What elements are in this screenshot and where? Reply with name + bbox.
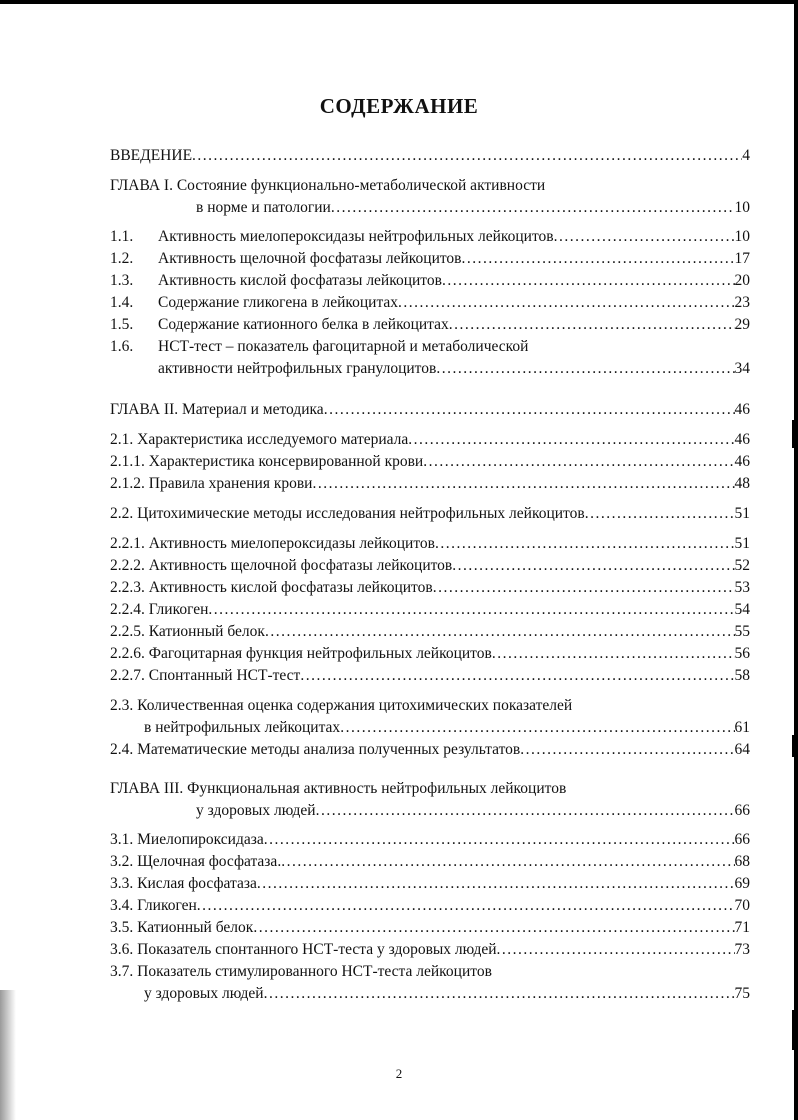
toc-entry-page: 4: [742, 147, 750, 164]
toc-entry-text: НСТ-тест – показатель фагоцитарной и метаболической: [158, 338, 529, 355]
toc-entry-page: 46: [734, 401, 750, 418]
toc-leader: [300, 665, 734, 687]
toc-entry[interactable]: [110, 314, 750, 336]
toc-leader: [324, 399, 735, 421]
toc-entry[interactable]: [110, 829, 750, 851]
toc-leader: [462, 248, 735, 270]
toc-entry-text: у здоровых людей: [196, 802, 316, 819]
toc-entry[interactable]: [110, 873, 750, 895]
toc-entry-text: 3.2. Щелочная фосфатаза.: [110, 853, 282, 870]
toc-entry-page: 64: [734, 741, 750, 758]
toc-entry-number: 1.3.: [110, 272, 134, 289]
scan-mark: [792, 735, 798, 757]
toc-entry-text: 2.1.2. Правила хранения крови: [110, 475, 313, 492]
toc-entry-page: 23: [734, 294, 750, 311]
toc-entry-text: Активность кислой фосфатазы лейкоцитов: [158, 272, 442, 289]
scan-mark: [792, 1010, 798, 1050]
toc-entry-page: 10: [734, 199, 750, 216]
toc-entry-text: в норме и патологии: [196, 199, 331, 216]
toc-entry-page: 29: [734, 316, 750, 333]
toc-entry-text: 2.2.1. Активность миелопероксидазы лейкоцитов: [110, 535, 435, 552]
toc-leader: [449, 314, 735, 336]
toc-entry[interactable]: [110, 983, 750, 1005]
toc-leader: [192, 145, 742, 167]
toc-leader: [492, 643, 735, 665]
toc-leader: [423, 451, 734, 473]
toc-entry-page: 75: [734, 985, 750, 1002]
toc-leader: [316, 800, 735, 822]
toc-entry-page: 70: [734, 897, 750, 914]
toc-entry[interactable]: [110, 503, 750, 525]
toc-entry-text: 2.2.7. Спонтанный НСТ-тест: [110, 667, 301, 684]
toc-entry-number: 1.2.: [110, 250, 134, 267]
toc-leader: [435, 533, 735, 555]
toc-entry[interactable]: [110, 939, 750, 961]
toc-leader: [257, 873, 735, 895]
toc-leader: [208, 599, 734, 621]
toc-leader: [312, 473, 734, 495]
toc-entry-text: 3.1. Миелопироксидаза: [110, 831, 264, 848]
toc-entry-number: 1.1.: [110, 228, 134, 245]
toc-entry-page: 51: [734, 505, 750, 522]
toc-entry-text: 2.2.6. Фагоцитарная функция нейтрофильных лейкоцитов: [110, 645, 492, 662]
toc-entry[interactable]: [110, 739, 750, 761]
page-title: СОДЕРЖАНИЕ: [319, 94, 479, 118]
toc-leader: [433, 577, 735, 599]
toc-leader: [408, 429, 734, 451]
toc-entry-page: 52: [734, 557, 750, 574]
toc-entry-text: 2.2.3. Активность кислой фосфатазы лейкоцитов: [110, 579, 433, 596]
toc-entry[interactable]: [110, 473, 750, 495]
toc-entry-text: 2.1.1. Характеристика консервированной крови: [110, 453, 424, 470]
toc-entry-text: 3.6. Показатель спонтанного НСТ-теста у здоровых людей: [110, 941, 497, 958]
toc-entry[interactable]: [110, 895, 750, 917]
scan-mark: [792, 420, 798, 448]
toc-entry-page: 73: [734, 941, 750, 958]
toc-entry[interactable]: [110, 851, 750, 873]
toc-entry-text: 3.4. Гликоген: [110, 897, 197, 914]
toc-entry-text: 3.5. Катионный белок: [110, 919, 254, 936]
toc-entry-text: Активность миелопероксидазы нейтрофильных лейкоцитов: [158, 228, 554, 245]
toc-leader: [331, 197, 735, 219]
toc-entry[interactable]: [110, 358, 750, 380]
toc-entry[interactable]: [110, 643, 750, 665]
toc-entry-page: 58: [734, 667, 750, 684]
toc-leader: [340, 717, 734, 739]
toc-entry[interactable]: [110, 399, 750, 421]
toc-entry-text: 2.2. Цитохимические методы исследования нейтрофильных лейкоцитов: [110, 505, 585, 522]
scan-shadow: [0, 990, 16, 1120]
scan-border-top: [0, 0, 798, 4]
toc-entry-text: Активность щелочной фосфатазы лейкоцитов: [158, 250, 462, 267]
toc-entry-number: 1.5.: [110, 316, 134, 333]
toc-leader: [264, 983, 735, 1005]
toc-entry-text: ГЛАВА II. Материал и методика: [110, 401, 324, 418]
toc-entry[interactable]: [110, 665, 750, 687]
toc-entry[interactable]: [110, 599, 750, 621]
toc-entry-page: 46: [734, 453, 750, 470]
toc-entry-page: 34: [734, 360, 750, 377]
toc-entry-text: активности нейтрофильных гранулоцитов: [158, 360, 437, 377]
toc-entry-page: 71: [734, 919, 750, 936]
toc-leader: [497, 939, 735, 961]
toc-entry-text: Содержание катионного белка в лейкоцитах: [158, 316, 449, 333]
toc-leader: [442, 270, 735, 292]
toc-entry-page: 51: [734, 535, 750, 552]
toc-entry[interactable]: [110, 429, 750, 451]
toc-entry[interactable]: [110, 533, 750, 555]
toc-chapter-heading[interactable]: [110, 175, 750, 197]
toc-entry[interactable]: [110, 800, 750, 822]
toc-leader: [264, 829, 735, 851]
toc-entry[interactable]: [110, 555, 750, 577]
toc-entry-text: в нейтрофильных лейкоцитах: [144, 719, 341, 736]
toc-entry-page: 56: [734, 645, 750, 662]
toc-entry[interactable]: [110, 292, 750, 314]
toc-entry-page: 66: [734, 831, 750, 848]
toc-leader: [520, 739, 734, 761]
toc-entry-number: 1.4.: [110, 294, 134, 311]
toc-leader: [197, 895, 735, 917]
toc-entry-page: 61: [734, 719, 750, 736]
toc-entry-text: 2.2.4. Гликоген: [110, 601, 209, 618]
toc-entry[interactable]: [110, 270, 750, 292]
toc-entry-page: 48: [734, 475, 750, 492]
toc-entry[interactable]: [110, 961, 750, 983]
toc-leader: [253, 917, 734, 939]
toc-entry[interactable]: [110, 695, 750, 717]
toc-entry-text: 2.3. Количественная оценка содержания цитохимических показателей: [110, 697, 573, 714]
toc-leader: [265, 621, 735, 643]
toc-entry[interactable]: [110, 717, 750, 739]
toc-entry-text: Содержание гликогена в лейкоцитах: [158, 294, 399, 311]
toc-leader: [281, 851, 734, 873]
toc-leader: [585, 503, 735, 525]
toc-entry-text: ГЛАВА III. Функциональная активность нейтрофильных лейкоцитов: [110, 780, 567, 797]
toc-entry-text: 2.2.2. Активность щелочной фосфатазы лейкоцитов: [110, 557, 453, 574]
toc-leader: [436, 358, 734, 380]
toc-entry-page: 46: [734, 431, 750, 448]
toc-entry[interactable]: [110, 145, 750, 167]
page-number: 2: [395, 1066, 403, 1081]
toc-entry-text: 2.4. Математические методы анализа полученных результатов: [110, 741, 521, 758]
toc-entry[interactable]: [110, 248, 750, 270]
toc-entry-page: 68: [734, 853, 750, 870]
toc-entry-page: 53: [734, 579, 750, 596]
toc-entry-page: 10: [734, 228, 750, 245]
toc-entry-page: 17: [734, 250, 750, 267]
toc-entry[interactable]: [110, 451, 750, 473]
toc-entry[interactable]: [110, 917, 750, 939]
toc-leader: [554, 226, 735, 248]
toc-entry-text: 3.7. Показатель стимулированного НСТ-теста лейкоцитов: [110, 963, 492, 980]
toc-leader: [398, 292, 734, 314]
toc-entry-text: ВВЕДЕНИЕ: [110, 147, 193, 164]
toc-entry-page: 69: [734, 875, 750, 892]
toc-entry-text: 2.1. Характеристика исследуемого материала: [110, 431, 409, 448]
toc-entry[interactable]: [110, 577, 750, 599]
toc-entry-page: 66: [734, 802, 750, 819]
toc-entry[interactable]: [110, 336, 750, 358]
toc-chapter-heading[interactable]: [110, 778, 750, 800]
toc-entry-page: 20: [734, 272, 750, 289]
toc-entry-text: 2.2.5. Катионный белок: [110, 623, 265, 640]
toc-entry-page: 54: [734, 601, 750, 618]
toc-leader: [452, 555, 734, 577]
toc-entry-text: 3.3. Кислая фосфатаза: [110, 875, 257, 892]
toc-entry-page: 55: [734, 623, 750, 640]
toc-entry[interactable]: [110, 226, 750, 248]
toc-entry[interactable]: [110, 621, 750, 643]
toc-entry[interactable]: [110, 197, 750, 219]
toc-entry-text: ГЛАВА I. Состояние функционально-метаболической активности: [110, 177, 546, 194]
toc-entry-number: 1.6.: [110, 338, 134, 355]
scan-border-right: [794, 0, 798, 1120]
toc-entry-text: у здоровых людей: [144, 985, 264, 1002]
